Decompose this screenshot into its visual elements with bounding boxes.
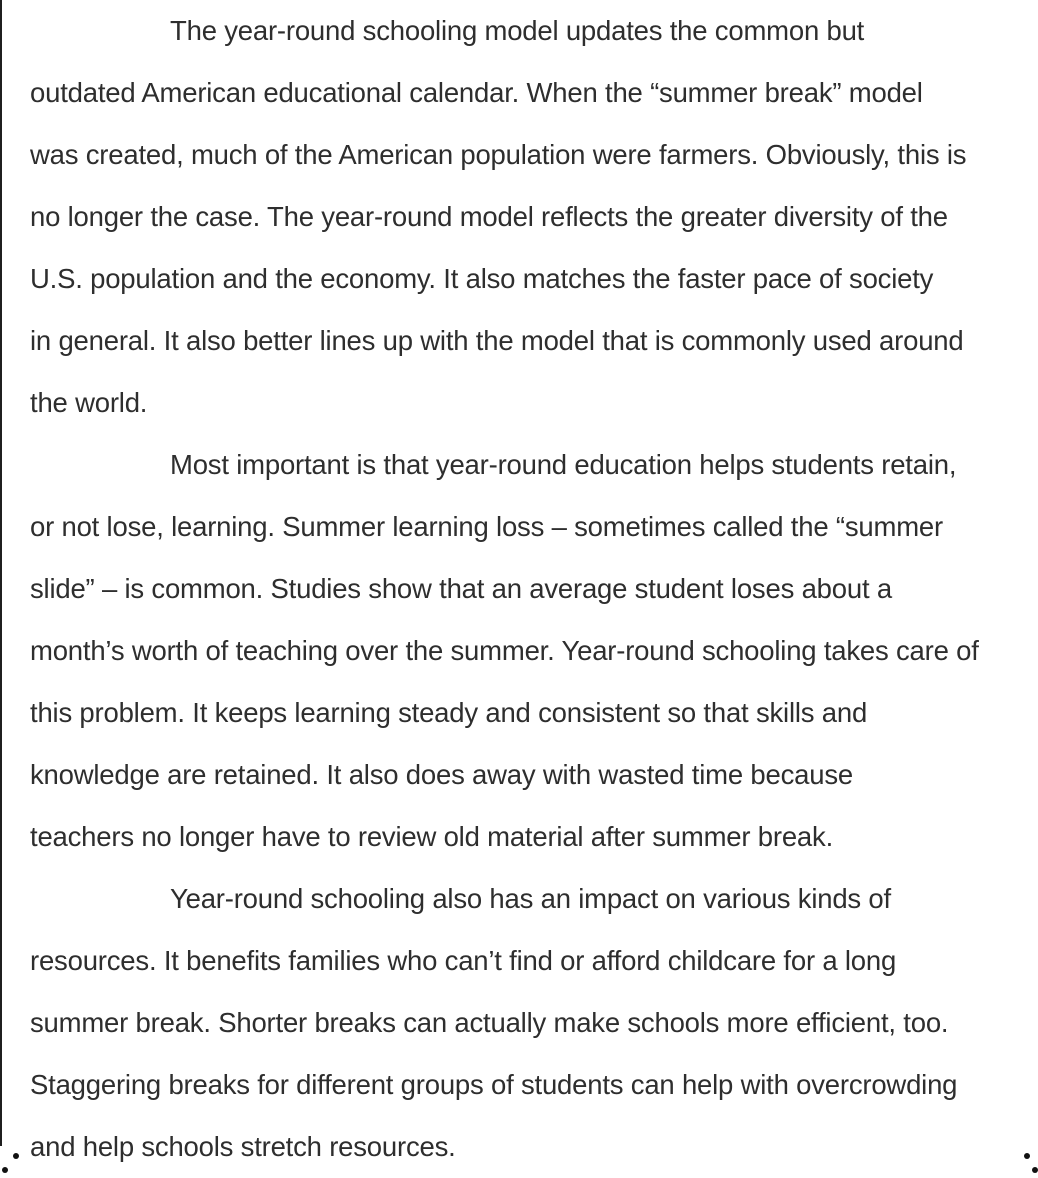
- text-line: this problem. It keeps learning steady and consistent so that skills and: [30, 697, 868, 728]
- scan-artifact-dot: [1024, 1153, 1030, 1159]
- text-line: knowledge are retained. It also does away with wasted time because: [30, 759, 853, 790]
- text-line: Staggering breaks for different groups of students can help with overcrowding: [30, 1069, 958, 1100]
- page-left-border-rule: [0, 0, 2, 1146]
- text-line: U.S. population and the economy. It also matches the faster pace of society: [30, 263, 934, 294]
- text-line: outdated American educational calendar. When the “summer break” model: [30, 77, 923, 108]
- text-line: in general. It also better lines up with the model that is commonly used around: [30, 325, 964, 356]
- text-line: or not lose, learning. Summer learning loss – sometimes called the “summer: [30, 511, 943, 542]
- text-line: Most important is that year-round education helps students retain,: [170, 449, 957, 480]
- scan-artifact-dot: [2, 1167, 8, 1173]
- text-line: was created, much of the American population were farmers. Obviously, this is: [30, 139, 967, 170]
- essay-text: [30, 0, 1022, 1178]
- scan-artifact-dot: [13, 1153, 19, 1159]
- text-line: and help schools stretch resources.: [30, 1131, 456, 1162]
- text-line: the world.: [30, 387, 148, 418]
- text-line: summer break. Shorter breaks can actually make schools more efficient, too.: [30, 1007, 949, 1038]
- text-line: The year-round schooling model updates the common but: [170, 15, 865, 46]
- text-line: teachers no longer have to review old material after summer break.: [30, 821, 834, 852]
- text-line: no longer the case. The year-round model reflects the greater diversity of the: [30, 201, 948, 232]
- text-line: Year-round schooling also has an impact on various kinds of: [170, 883, 891, 914]
- text-line: resources. It benefits families who can’t find or afford childcare for a long: [30, 945, 897, 976]
- scan-artifact-dot: [1032, 1167, 1038, 1173]
- text-line: month’s worth of teaching over the summer. Year-round schooling takes care of: [30, 635, 979, 666]
- text-line: slide” – is common. Studies show that an average student loses about a: [30, 573, 892, 604]
